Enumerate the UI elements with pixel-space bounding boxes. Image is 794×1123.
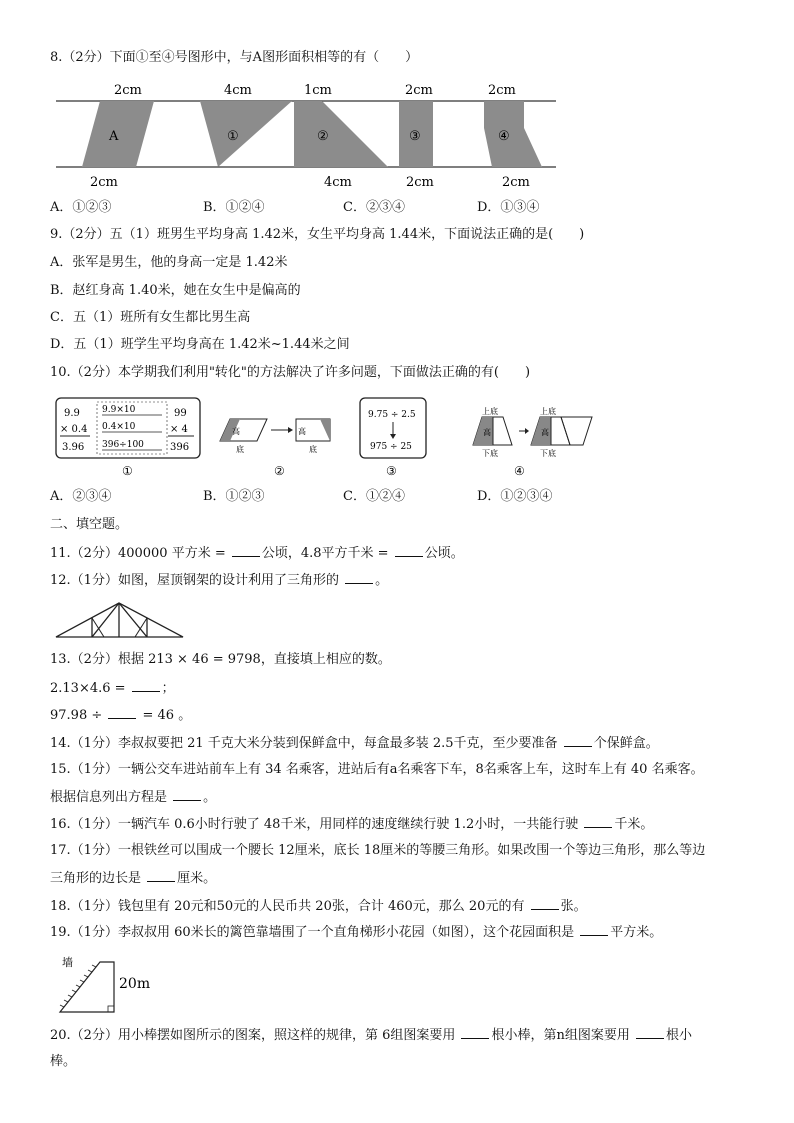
- section-title: 二、填空题。: [50, 517, 129, 532]
- q8-figure: [52, 78, 562, 193]
- q9-choice-b[interactable]: B．赵红身高 1.40米，她在女生中是偏高的: [50, 283, 301, 298]
- bottom-label: 4cm: [324, 175, 352, 190]
- fig-label: ③: [386, 464, 397, 478]
- svg-text:396: 396: [170, 442, 190, 453]
- q17-line2: 三角形的边长是 厘米。: [50, 868, 216, 889]
- q9-text: 9.（2分）五（1）班男生平均身高 1.42米，女生平均身高 1.44米，下面说法正确的是( ): [50, 227, 585, 242]
- q10-figure: [52, 395, 602, 480]
- q8-option-d[interactable]: D．①③④: [477, 200, 540, 215]
- svg-text:975 ÷ 25: 975 ÷ 25: [370, 442, 412, 452]
- q13-text: 13.（2分）根据 213 × 46 = 9798，直接填上相应的数。: [50, 652, 391, 667]
- q15-line1: 15.（1分）一辆公交车进站前车上有 34 名乘客，进站后有a名乘客下车，8名乘客上车，这时车上有 40 名乘客。: [50, 762, 704, 777]
- fig-label: ①: [122, 464, 133, 478]
- shape-2: [294, 101, 388, 167]
- svg-text:9.9: 9.9: [64, 408, 80, 419]
- q8-option-a[interactable]: A．①②③: [50, 200, 112, 215]
- answer-blank[interactable]: [580, 922, 608, 936]
- bottom-label: 2cm: [502, 175, 530, 190]
- q10-text: 10.（2分）本学期我们利用"转化"的方法解决了许多问题，下面做法正确的有( ): [50, 365, 531, 380]
- shape-4: [484, 101, 542, 167]
- svg-text:高: 高: [298, 427, 306, 436]
- answer-blank[interactable]: [564, 733, 592, 747]
- answer-blank[interactable]: [584, 814, 612, 828]
- fig-label: ②: [274, 464, 285, 478]
- answer-blank[interactable]: [345, 570, 373, 584]
- shape-label: ②: [317, 129, 329, 144]
- answer-blank[interactable]: [173, 787, 201, 801]
- answer-blank[interactable]: [395, 543, 423, 557]
- svg-text:9.9×10: 9.9×10: [102, 405, 136, 415]
- q14-line: 14.（1分）李叔叔要把 21 千克大米分装到保鲜盒中，每盒最多装 2.5千克，至少要准备 个保鲜盒。: [50, 733, 659, 754]
- svg-text:高: 高: [232, 427, 240, 436]
- top-label: 2cm: [488, 83, 516, 98]
- q19-line: 19.（1分）李叔叔用 60米长的篱笆靠墙围了一个直角梯形小花园（如图），这个花园面积是 平方米。: [50, 922, 662, 943]
- answer-blank[interactable]: [531, 896, 559, 910]
- answer-blank[interactable]: [108, 705, 136, 719]
- bottom-label: 2cm: [406, 175, 434, 190]
- svg-text:墙: 墙: [62, 956, 73, 969]
- answer-blank[interactable]: [636, 1025, 664, 1039]
- bottom-label: 2cm: [90, 175, 118, 190]
- q10-option-a[interactable]: A．②③④: [50, 489, 112, 504]
- top-label: 1cm: [304, 83, 332, 98]
- garden-figure: [52, 952, 162, 1016]
- q8-text: 8.（2分）下面①至④号图形中，与A图形面积相等的有（ ）: [50, 50, 419, 65]
- svg-text:高: 高: [483, 428, 491, 437]
- q9-choice-d[interactable]: D．五（1）班学生平均身高在 1.42米~1.44米之间: [50, 337, 350, 352]
- q17-line1: 17.（1分）一根铁丝可以围成一个腰长 12厘米，底长 18厘米的等腰三角形。如果改围一个等边三角形，那么等边: [50, 843, 706, 858]
- q9-choice-c[interactable]: C．五（1）班所有女生都比男生高: [50, 310, 251, 325]
- q12-line: 12.（1分）如图，屋顶钢架的设计利用了三角形的 。: [50, 570, 388, 591]
- q18-line: 18.（1分）钱包里有 20元和50元的人民币共 20张，合计 460元，那么 20元的有 张。: [50, 896, 587, 917]
- svg-text:底: 底: [309, 445, 317, 454]
- q10-option-c[interactable]: C．①②④: [343, 489, 405, 504]
- svg-text:9.75 ÷ 2.5: 9.75 ÷ 2.5: [368, 410, 416, 420]
- svg-text:上底: 上底: [482, 407, 498, 416]
- answer-blank[interactable]: [147, 868, 175, 882]
- svg-text:396÷100: 396÷100: [102, 440, 144, 450]
- svg-text:底: 底: [236, 445, 244, 454]
- q13-line1: 2.13×4.6 = ；: [50, 678, 175, 699]
- shape-label: ③: [409, 129, 421, 144]
- svg-text:0.4×10: 0.4×10: [102, 422, 136, 432]
- top-label: 2cm: [114, 83, 142, 98]
- shape-label: ④: [498, 129, 510, 144]
- svg-text:下底: 下底: [540, 449, 556, 458]
- svg-text:99: 99: [174, 408, 187, 419]
- answer-blank[interactable]: [232, 543, 260, 557]
- svg-text:× 0.4: × 0.4: [60, 424, 88, 435]
- top-label: 4cm: [224, 83, 252, 98]
- top-label: 2cm: [405, 83, 433, 98]
- q11-line: 11.（2分）400000 平方米 = 公顷，4.8平方千米 = 公顷。: [50, 543, 464, 564]
- roof-truss-figure: [52, 600, 188, 642]
- svg-text:3.96: 3.96: [62, 442, 85, 453]
- svg-text:下底: 下底: [482, 449, 498, 458]
- answer-blank[interactable]: [461, 1025, 489, 1039]
- q9-choice-a[interactable]: A．张军是男生，他的身高一定是 1.42米: [50, 255, 288, 270]
- answer-blank[interactable]: [132, 678, 160, 692]
- q8-option-b[interactable]: B．①②④: [203, 200, 265, 215]
- q16-line: 16.（1分）一辆汽车 0.6小时行驶了 48千米，用同样的速度继续行驶 1.2小时，一共能行驶 千米。: [50, 814, 653, 835]
- svg-text:高: 高: [541, 428, 549, 437]
- q10-option-b[interactable]: B．①②③: [203, 489, 265, 504]
- shape-1: [200, 101, 292, 167]
- q8-option-c[interactable]: C．②③④: [343, 200, 405, 215]
- svg-text:上底: 上底: [540, 407, 556, 416]
- q13-line2: 97.98 ÷ = 46 。: [50, 705, 191, 726]
- shape-label: A: [109, 129, 119, 144]
- q20-line1: 20.（2分）用小棒摆如图所示的图案，照这样的规律，第 6组图案要用 根小棒，第n组图案要用 根小: [50, 1025, 692, 1046]
- shape-label: ①: [227, 129, 239, 144]
- fig-label: ④: [514, 464, 525, 478]
- q15-line2: 根据信息列出方程是 。: [50, 787, 216, 808]
- svg-text:20m: 20m: [119, 976, 151, 992]
- q10-option-d[interactable]: D．①②③④: [477, 489, 553, 504]
- q20-line2: 棒。: [50, 1054, 77, 1069]
- svg-text:× 4: × 4: [170, 424, 188, 435]
